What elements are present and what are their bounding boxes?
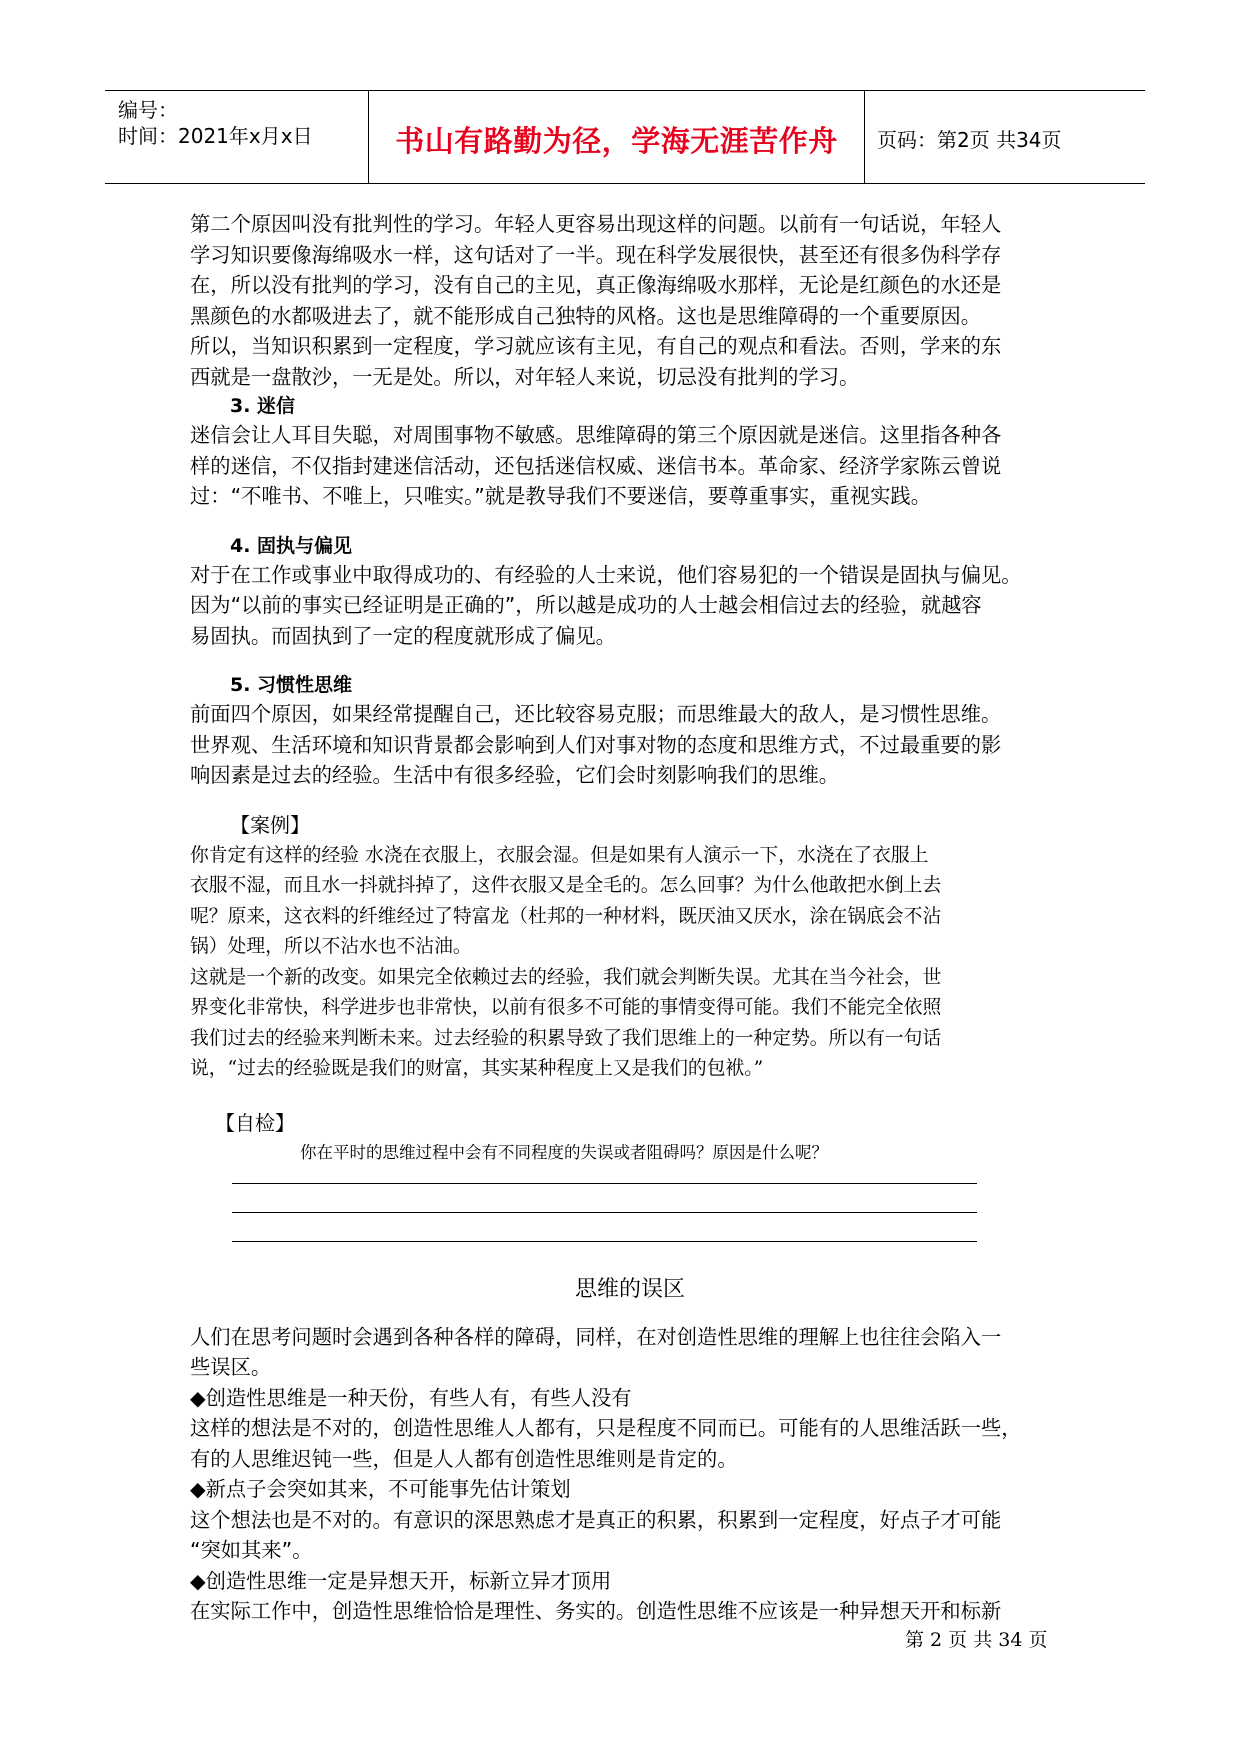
- text-line: 在，所以没有批判的学习，没有自己的主见，真正像海绵吸水那样，无论是红颜色的水还是: [190, 273, 1002, 297]
- text-line: 黑颜色的水都吸进去了，就不能形成自己独特的风格。这也是思维障碍的一个重要原因。: [190, 303, 981, 328]
- bullet-item: ◆创造性思维一定是异想天开，标新立异才顶用: [190, 1568, 612, 1593]
- text-line: 学习知识要像海绵吸水一样，这句话对了一半。现在科学发展很快，甚至还有很多伪科学存: [190, 242, 1002, 267]
- heading-stubbornness: 4. 固执与偏见: [230, 534, 353, 557]
- time-label: 时间：2021年x月x日: [118, 124, 313, 148]
- heading-habitual-thinking: 5. 习惯性思维: [230, 674, 353, 696]
- text-line: 对于在工作或事业中取得成功的、有经验的人士来说，他们容易犯的一个错误是固执与偏见。: [190, 562, 1022, 587]
- document-body: [190, 209, 1070, 1627]
- paragraph-stubbornness: [190, 560, 1070, 652]
- text-line: 衣服不湿，而且水一抖就抖掉了，这件衣服又是全毛的。怎么回事？为什么他敢把水倒上去: [190, 875, 942, 896]
- heading-superstition: 3. 迷信: [230, 395, 296, 417]
- text-line: 我们过去的经验来判断未来。过去经验的积累导致了我们思维上的一种定势。所以有一句话: [190, 1027, 942, 1049]
- text-line: 因为“以前的事实已经证明是正确的”，所以越是成功的人士越会相信过去的经验，就越容: [190, 593, 982, 617]
- text-line: 前面四个原因，如果经常提醒自己，还比较容易克服；而思维最大的敌人，是习惯性思维。: [190, 702, 1002, 726]
- self-check-question: 你在平时的思维过程中会有不同程度的失误或者阻碍吗？原因是什么呢？: [300, 1142, 828, 1162]
- text-line: 迷信会让人耳目失聪，对周围事物不敏感。思维障碍的第三个原因就是迷信。这里指各种各: [190, 423, 1002, 447]
- bullet-item: ◆新点子会突如其来，不可能事先估计策划: [190, 1477, 571, 1501]
- case-heading: 【案例】: [230, 812, 310, 837]
- answer-line[interactable]: [232, 1241, 977, 1242]
- motto: 书山有路勤为径，学海无涯苦作舟: [395, 124, 838, 158]
- paragraph-habitual-thinking: [190, 699, 1070, 791]
- text-line: 呢？原来，这衣料的纤维经过了特富龙（杜邦的一种材料，既厌油又厌水，涂在锅底会不沾: [190, 905, 942, 927]
- page-code: 页码：第2页 共34页: [877, 128, 1062, 152]
- header-left-cell: [105, 91, 369, 183]
- page-header: [105, 90, 1145, 184]
- text-line: 这就是一个新的改变。如果完全依赖过去的经验，我们就会判断失误。尤其在当今社会，世: [190, 966, 942, 988]
- paragraph-superstition: [190, 420, 1070, 512]
- text-line: 过：“不唯书、不唯上，只唯实。”就是教导我们不要迷信，要尊重事实，重视实践。: [190, 484, 931, 508]
- text-line: 些误区。: [190, 1355, 272, 1379]
- text-line: 所以，当知识积累到一定程度，学习就应该有主见，有自己的观点和看法。否则，学来的东: [190, 334, 1002, 358]
- text-line: 这样的想法是不对的，创造性思维人人都有，只是程度不同而已。可能有的人思维活跃一些，: [190, 1416, 1022, 1440]
- text-line: 有的人思维迟钝一些，但是人人都有创造性思维则是肯定的。: [190, 1446, 738, 1471]
- text-line: “突如其来”。: [190, 1538, 313, 1562]
- page-footer: 第 2 页 共 34 页: [905, 1629, 1048, 1651]
- text-line: 第二个原因叫没有批判性的学习。年轻人更容易出现这样的问题。以前有一句话说，年轻人: [190, 212, 1002, 236]
- text-line: 锅）处理，所以不沾水也不沾油。: [190, 936, 472, 957]
- section-body: [190, 1322, 1070, 1627]
- text-line: 在实际工作中，创造性思维恰恰是理性、务实的。创造性思维不应该是一种异想天开和标新: [190, 1599, 1002, 1623]
- paragraph-critical-learning: [190, 209, 1070, 392]
- header-right-cell: [865, 91, 1145, 183]
- text-line: 西就是一盘散沙，一无是处。所以，对年轻人来说，切忌没有批判的学习。: [190, 364, 860, 389]
- text-line: 人们在思考问题时会遇到各种各样的障碍，同样，在对创造性思维的理解上也往往会陷入一: [190, 1324, 1002, 1349]
- text-line: 说，“过去的经验既是我们的财富，其实某种程度上又是我们的包袱。”: [190, 1058, 764, 1079]
- text-line: 样的迷信，不仅指封建迷信活动，还包括迷信权威、迷信书本。革命家、经济学家陈云曾说: [190, 453, 1002, 478]
- text-line: 这个想法也是不对的。有意识的深思熟虑才是真正的积累，积累到一定程度，好点子才可能: [190, 1507, 1002, 1532]
- text-line: 响因素是过去的经验。生活中有很多经验，它们会时刻影响我们的思维。: [190, 763, 840, 787]
- self-check-heading: 【自检】: [215, 1110, 295, 1135]
- text-line: 易固执。而固执到了一定的程度就形成了偏见。: [190, 623, 616, 648]
- bullet-item: ◆创造性思维是一种天份，有些人有，有些人没有: [190, 1385, 632, 1410]
- text-line: 你肯定有这样的经验 水浇在衣服上，衣服会湿。但是如果有人演示一下，水浇在了衣服上: [190, 844, 929, 866]
- text-line: 世界观、生活环境和知识背景都会影响到人们对事对物的态度和思维方式，不过最重要的影: [190, 732, 1002, 757]
- case-body: [190, 841, 1070, 1085]
- section-title: 思维的误区: [574, 1276, 685, 1302]
- text-line: 界变化非常快，科学进步也非常快，以前有很多不可能的事情变得可能。我们不能完全依照: [190, 997, 942, 1018]
- header-motto-cell: [369, 91, 865, 183]
- number-label: 编号：: [118, 98, 178, 122]
